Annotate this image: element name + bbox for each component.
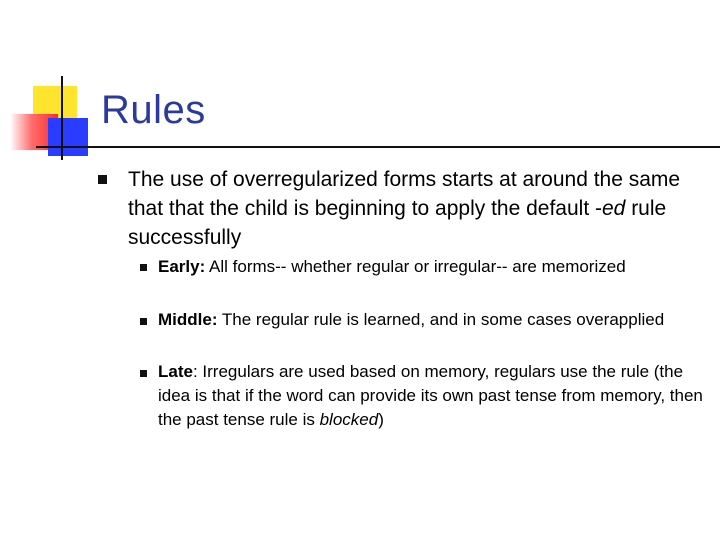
title-decoration bbox=[0, 0, 720, 170]
square-bullet-icon bbox=[140, 318, 147, 325]
sub-bullet-late bbox=[158, 360, 708, 432]
square-bullet-icon bbox=[98, 175, 107, 184]
main-bullet-italic: ed bbox=[602, 197, 626, 220]
main-bullet-post: rule successfully bbox=[128, 197, 667, 249]
main-bullet-pre: The use of overregularized forms starts at around the same that that the child is beginning to apply the default - bbox=[128, 168, 681, 220]
sub-bullet-text: All forms-- whether regular or irregular-- are memorized bbox=[205, 257, 626, 276]
sub-bullet-after: ) bbox=[378, 410, 384, 429]
square-bullet-icon bbox=[140, 370, 147, 377]
sub-bullet-term: Middle: bbox=[158, 310, 218, 329]
horizontal-rule bbox=[36, 146, 720, 148]
sub-bullet-term: Early: bbox=[158, 257, 206, 276]
slide-title: Rules bbox=[101, 88, 206, 132]
sub-bullet-text: : Irregulars are used based on memory, regulars use the rule (the idea is that if the word can provide its own past tense from memory, then the past tense rule is bbox=[158, 362, 703, 429]
sub-bullet-middle bbox=[158, 308, 708, 332]
sub-bullet-text: The regular rule is learned, and in some cases overapplied bbox=[217, 310, 665, 329]
sub-bullet-early bbox=[158, 255, 708, 279]
square-bullet-icon bbox=[140, 264, 147, 271]
blue-square-decoration bbox=[48, 118, 88, 156]
main-bullet-text bbox=[128, 165, 708, 252]
sub-bullet-term: Late bbox=[158, 362, 193, 381]
sub-bullet-italic: blocked bbox=[319, 410, 379, 429]
